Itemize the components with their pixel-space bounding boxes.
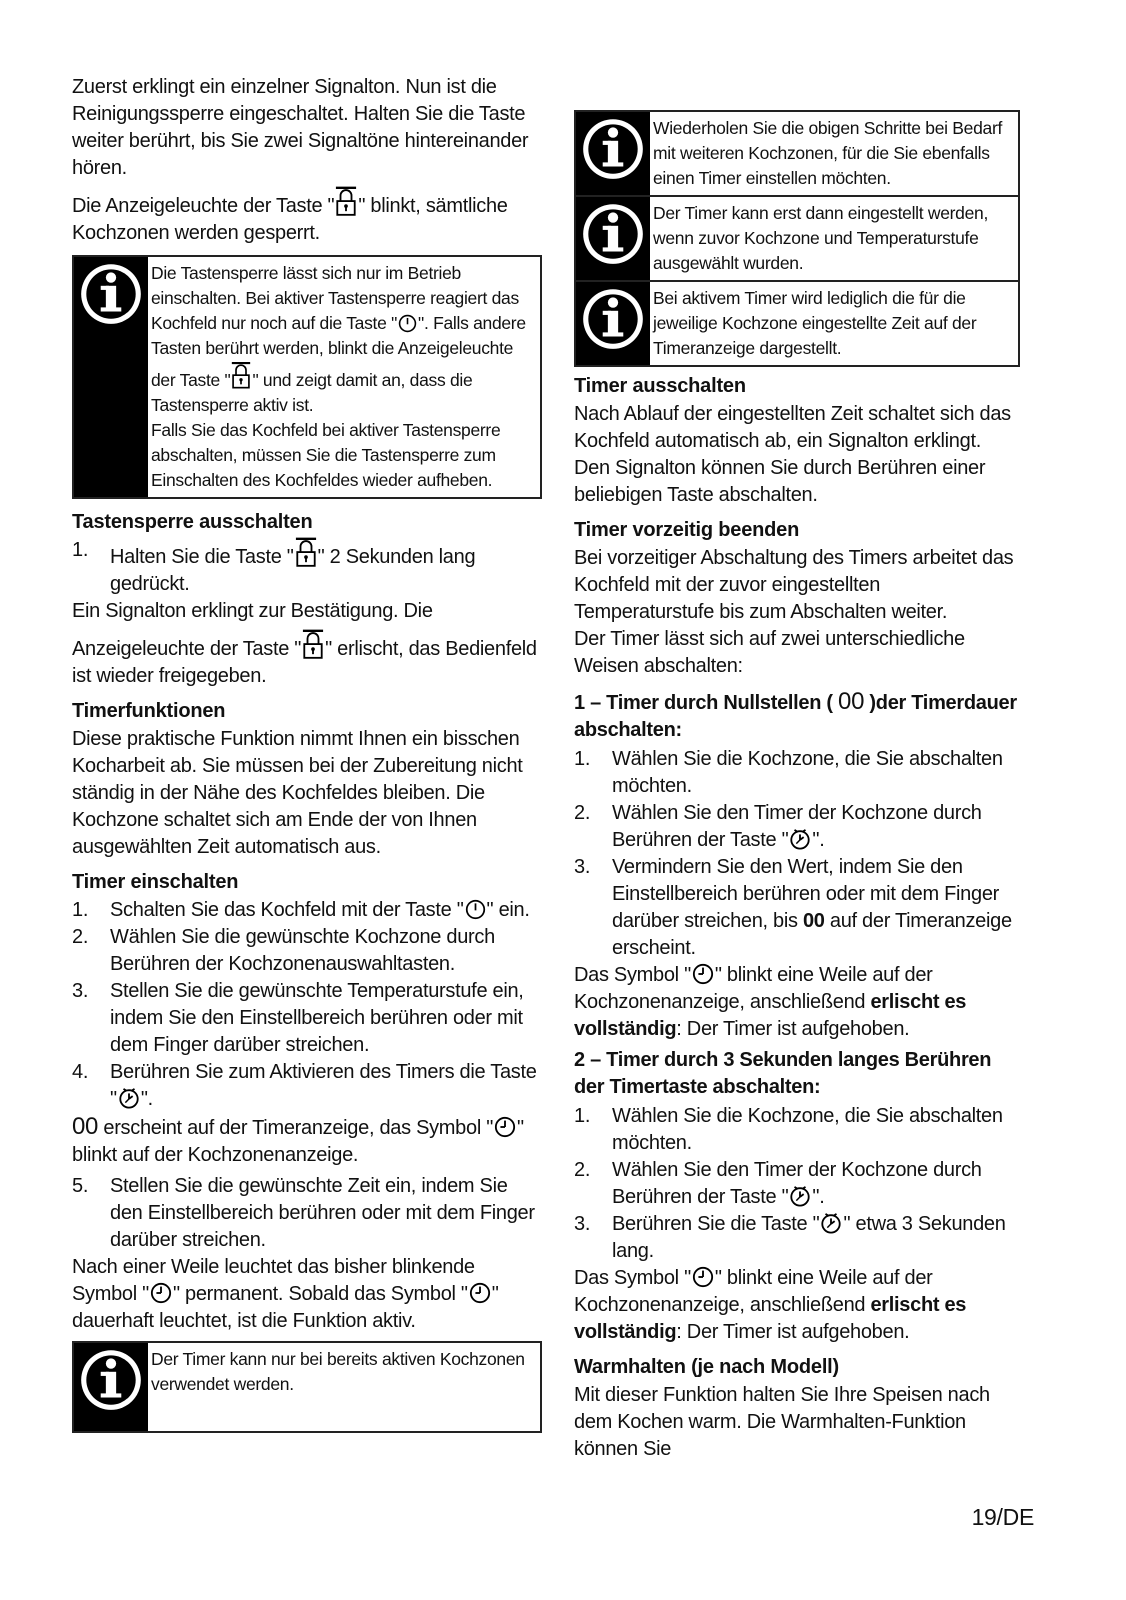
list-item — [72, 924, 542, 978]
timer-display-00: 00 — [72, 1113, 99, 1140]
list-item — [72, 978, 542, 1059]
method-1-steps — [574, 746, 1020, 962]
text: " erlischt, das Bedienfeld ist wieder freigegeben. — [72, 638, 537, 687]
text: Wählen Sie die gewünschte Kochzone durch Berühren der Kochzonenauswahltasten. — [110, 926, 495, 975]
text: ". — [140, 1088, 153, 1110]
list-number: 1. — [574, 1105, 591, 1127]
text: Schalten Sie das Kochfeld mit der Taste " — [110, 899, 464, 921]
heading-timer-ausschalten: Timer ausschalten — [574, 375, 746, 397]
lock-key-icon — [231, 361, 251, 391]
text: Das Symbol " — [574, 964, 691, 986]
text: Vermindern Sie den Wert, indem Sie den Einstellbereich berühren oder mit dem Finger darüber streichen, bis — [612, 856, 999, 932]
timer-value-00: 00 — [802, 910, 825, 932]
info-note-text: Bei aktivem Timer wird lediglich die für die jeweilige Kochzone eingestellte Zeit auf der Timeranzeige dargestellt. — [653, 288, 977, 358]
text: " blinkt eine Weile auf der Kochzonenanzeige, anschließend — [574, 964, 933, 1013]
lock-key-icon — [335, 186, 357, 218]
text: Berühren Sie zum Aktivieren des Timers die Taste " — [110, 1061, 537, 1110]
info-icon — [75, 257, 147, 329]
list-number: 3. — [574, 856, 591, 878]
heading-timer-vorzeitig: Timer vorzeitig beenden — [574, 519, 800, 541]
text: erlischt es vollständig — [574, 1294, 967, 1343]
text: : Der Timer ist aufgehoben. — [676, 1321, 910, 1343]
text: Das Symbol " — [574, 1267, 691, 1289]
text: " permanent. Sobald das Symbol " — [172, 1283, 468, 1305]
info-note-text: Der Timer kann nur bei bereits aktiven Kochzonen verwendet werden. — [151, 1349, 525, 1394]
info-icon — [577, 197, 649, 269]
info-note-text — [148, 257, 540, 497]
text: 1 – Timer durch Nullstellen ( — [574, 692, 839, 714]
intro-paragraph — [72, 74, 542, 182]
text: " und zeigt damit an, dass die Tastensperre aktiv ist. — [151, 370, 473, 415]
info-icon — [577, 112, 649, 184]
text: " blinkt eine Weile auf der Kochzonenanzeige, anschließend — [574, 1267, 933, 1316]
list-number: 1. — [72, 899, 89, 921]
list-item — [574, 854, 1020, 962]
page-number: 19/DE — [971, 1504, 1034, 1530]
paragraph: Diese praktische Funktion nimmt Ihnen ein bisschen Kocharbeit ab. Sie müssen bei der Zubereitung nicht ständig in der Nähe des Kochfeldes bleiben. Die Kochzone schaltet sich am Ende der von Ihnen ausgewählten Zeit automatisch aus. — [72, 728, 523, 858]
text: Wählen Sie den Timer der Kochzone durch Berühren der Taste " — [612, 802, 982, 851]
list-item — [574, 746, 1020, 800]
text: Stellen Sie die gewünschte Zeit ein, indem Sie den Einstellbereich berühren oder mit dem Finger darüber streichen. — [110, 1175, 535, 1251]
info-note-stack — [574, 110, 1020, 367]
text: Falls Sie das Kochfeld bei aktiver Tastensperre abschalten, müssen Sie die Tastensperre zum Einschalten des Kochfeldes wieder aufheben. — [151, 420, 501, 490]
text: Zuerst erklingt ein einzelner Signalton. Nun ist die — [72, 76, 497, 98]
right-column — [574, 110, 1020, 1467]
info-icon-box — [74, 1343, 148, 1431]
info-icon — [577, 282, 649, 354]
power-key-icon — [465, 899, 486, 920]
heading-tastensperre-ausschalten: Tastensperre ausschalten — [72, 511, 313, 533]
text: Halten Sie die Taste weiter berührt, bis Sie zwei Signaltöne hintereinander hören. — [72, 103, 529, 179]
tastensperre-steps — [72, 537, 542, 598]
info-note-repeat — [574, 110, 1020, 197]
list-item — [574, 1103, 1020, 1157]
text: " blinkt auf der Kochzonenanzeige. — [72, 1117, 524, 1166]
info-icon-box — [576, 282, 650, 365]
text: erscheint auf der Timeranzeige, das Symbol " — [98, 1117, 494, 1139]
heading-timerfunktionen: Timerfunktionen — [72, 700, 226, 722]
paragraph: Nach Ablauf der eingestellten Zeit schaltet sich das Kochfeld automatisch ab, ein Signalton erklingt. Den Signalton können Sie durch Berühren einer beliebigen Taste abschalten. — [574, 403, 1011, 506]
info-note-text: Der Timer kann erst dann eingestellt werden, wenn zuvor Kochzone und Temperaturstufe ausgewählt wurden. — [653, 203, 989, 273]
list-number: 4. — [72, 1061, 89, 1083]
timer-key-icon — [820, 1212, 842, 1234]
clock-symbol-icon — [469, 1282, 491, 1304]
text: auf der Timeranzeige erscheint. — [612, 910, 1012, 959]
clock-symbol-icon — [692, 963, 714, 985]
list-item — [72, 1173, 542, 1254]
paragraph — [574, 1265, 1020, 1346]
timer-key-icon — [118, 1087, 140, 1109]
text: " etwa 3 Sekunden lang. — [612, 1213, 1006, 1262]
power-key-icon — [398, 314, 417, 333]
list-number: 1. — [574, 748, 591, 770]
text: Die Anzeigeleuchte der Taste " — [72, 195, 335, 217]
paragraph — [72, 629, 542, 690]
text: ". — [812, 829, 825, 851]
list-item — [574, 800, 1020, 854]
clock-symbol-icon — [494, 1116, 516, 1138]
info-icon-box — [576, 112, 650, 195]
list-item — [574, 1211, 1020, 1265]
text: Wählen Sie die Kochzone, die Sie abschalten möchten. — [612, 748, 1003, 797]
text: erlischt es vollständig — [574, 991, 967, 1040]
text: Nach einer Weile leuchtet das bisher blinkende Symbol " — [72, 1256, 475, 1305]
lock-key-icon — [302, 629, 324, 661]
text: Die Tastensperre lässt sich nur im Betrieb einschalten. Bei aktiver Tastensperre reagiert das Kochfeld nur noch auf die Taste " — [151, 263, 519, 333]
list-number: 3. — [574, 1213, 591, 1235]
paragraph: Bei vorzeitiger Abschaltung des Timers arbeitet das Kochfeld mit der zuvor eingestellten Temperaturstufe bis zum Abschalten weiter. — [574, 547, 1014, 623]
text: eingeschaltet. — [223, 103, 354, 125]
text: " blinkt, sämtliche Kochzonen werden gesperrt. — [72, 195, 508, 244]
timer-einschalten-steps — [72, 897, 542, 1113]
info-note-key-lock — [72, 255, 542, 499]
cleaning-lock-term: Reinigungssperre — [72, 103, 224, 125]
info-icon — [75, 1343, 147, 1415]
heading-warmhalten: Warmhalten (je nach Modell) — [574, 1356, 840, 1378]
lock-indicator-paragraph — [72, 186, 542, 247]
text: Berühren Sie die Taste " — [612, 1213, 820, 1235]
paragraph — [72, 1254, 542, 1335]
info-note-display — [574, 282, 1020, 367]
paragraph: Mit dieser Funktion halten Sie Ihre Speisen nach dem Kochen warm. Die Warmhalten-Funktion können Sie — [574, 1384, 990, 1460]
paragraph: Der Timer lässt sich auf zwei unterschiedliche Weisen abschalten: — [574, 628, 965, 677]
paragraph: Ein Signalton erklingt zur Bestätigung. Die — [72, 600, 433, 622]
list-item — [72, 897, 542, 924]
timer-key-icon — [789, 1185, 811, 1207]
info-icon-box — [576, 197, 650, 280]
info-note-precondition — [574, 197, 1020, 282]
info-note-active-zones — [72, 1341, 542, 1433]
text: " dauerhaft leuchtet, ist die Funktion aktiv. — [72, 1283, 499, 1332]
paragraph — [574, 962, 1020, 1043]
list-number: 3. — [72, 980, 89, 1002]
text: Wählen Sie den Timer der Kochzone durch Berühren der Taste " — [612, 1159, 982, 1208]
clock-symbol-icon — [692, 1266, 714, 1288]
heading-method-1 — [574, 688, 1020, 744]
paragraph — [72, 1113, 542, 1169]
text: Halten Sie die Taste " — [110, 546, 294, 568]
list-item — [72, 537, 542, 598]
method-2-steps — [574, 1103, 1020, 1265]
text: " ein. — [486, 899, 530, 921]
list-item — [574, 1157, 1020, 1211]
timer-display-00: 00 — [838, 688, 865, 715]
timer-einschalten-steps-cont — [72, 1173, 542, 1254]
lock-key-icon — [295, 537, 317, 569]
heading-method-2: 2 – Timer durch 3 Sekunden langes Berühren der Timertaste abschalten: — [574, 1049, 992, 1098]
list-number: 2. — [574, 802, 591, 824]
text: ". — [812, 1186, 825, 1208]
text: )der Timerdauer abschalten: — [574, 692, 1017, 741]
info-icon-box — [74, 257, 148, 497]
clock-symbol-icon — [150, 1282, 172, 1304]
text: " 2 Sekunden lang gedrückt. — [110, 546, 476, 595]
text: Anzeigeleuchte der Taste " — [72, 638, 302, 660]
list-number: 5. — [72, 1175, 89, 1197]
text: Wählen Sie die Kochzone, die Sie abschalten möchten. — [612, 1105, 1003, 1154]
heading-timer-einschalten: Timer einschalten — [72, 871, 239, 893]
info-note-text: Wiederholen Sie die obigen Schritte bei Bedarf mit weiteren Kochzonen, für die Sie ebenfalls einen Timer einstellen möchten. — [653, 118, 1003, 188]
list-item — [72, 1059, 542, 1113]
left-column — [72, 74, 542, 1443]
list-number: 1. — [72, 539, 89, 561]
list-number: 2. — [574, 1159, 591, 1181]
text: ". Falls andere Tasten berührt werden, blinkt die Anzeigeleuchte der Taste " — [151, 313, 526, 390]
text: : Der Timer ist aufgehoben. — [676, 1018, 910, 1040]
text: Stellen Sie die gewünschte Temperaturstufe ein, indem Sie den Einstellbereich berühren oder mit dem Finger darüber streichen. — [110, 980, 524, 1056]
timer-key-icon — [789, 828, 811, 850]
list-number: 2. — [72, 926, 89, 948]
